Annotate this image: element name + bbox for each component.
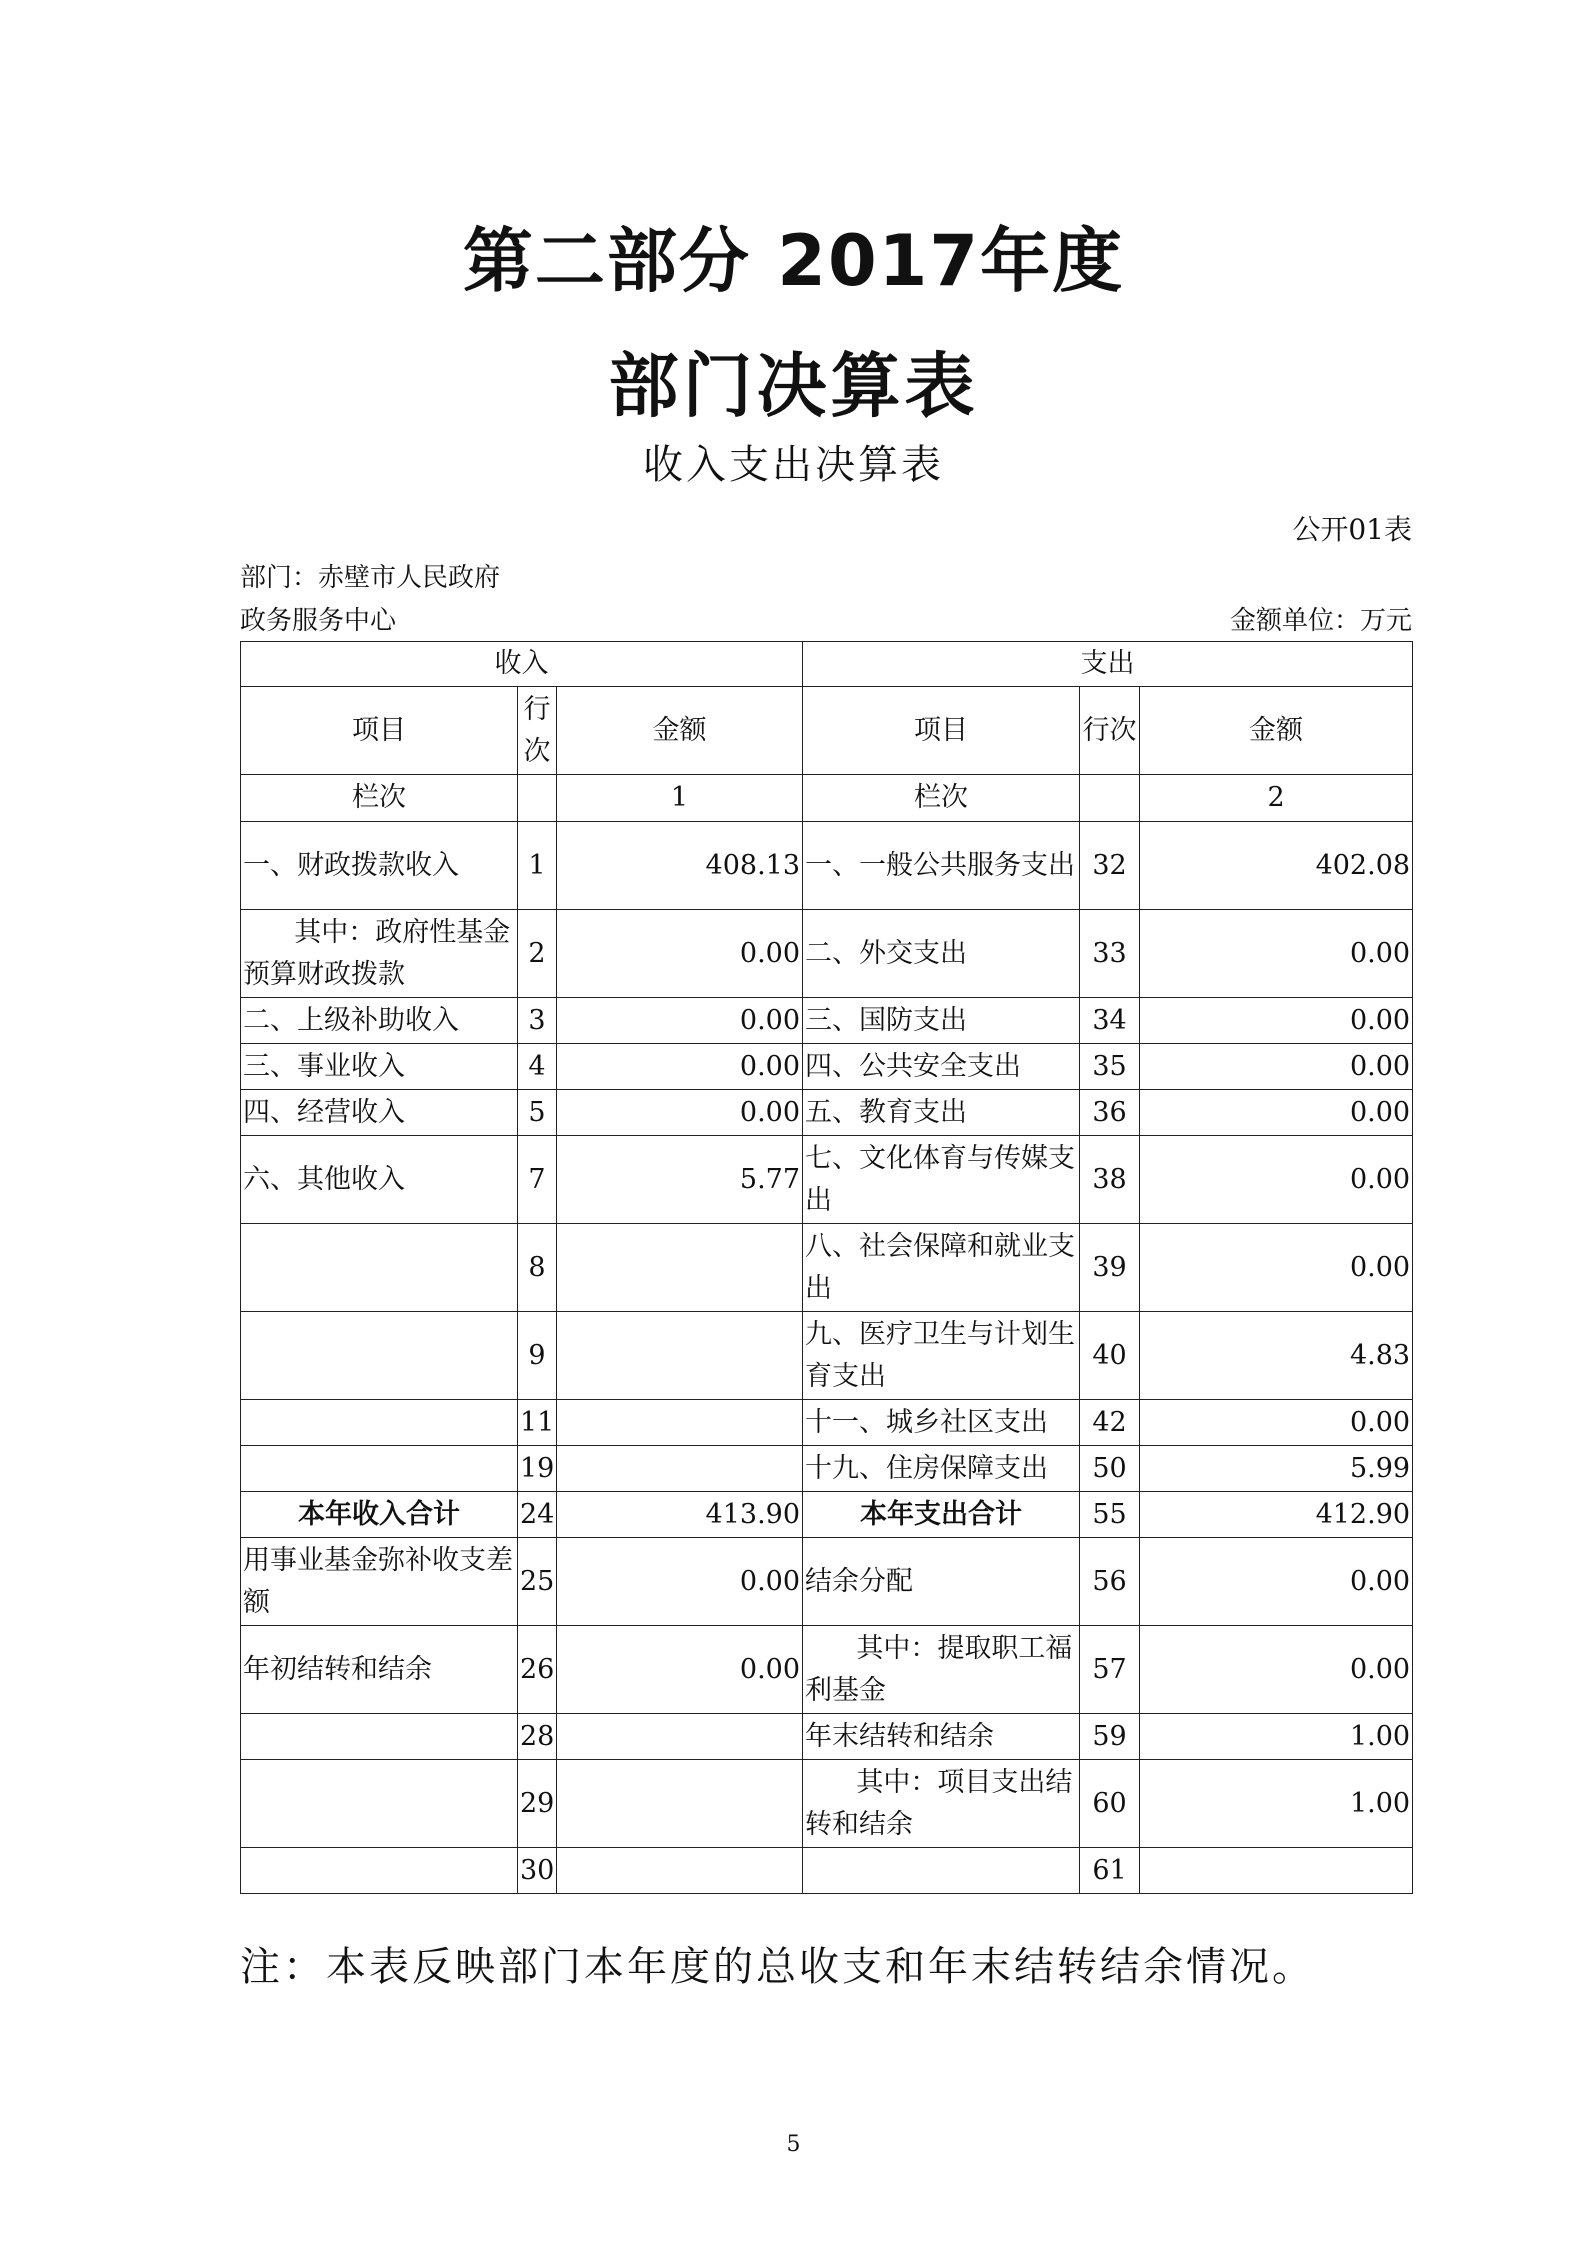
income-item-cell — [241, 1400, 518, 1446]
income-amount-cell: 413.90 — [557, 1492, 803, 1538]
empty-cell — [1080, 775, 1140, 822]
expense-item-cell: 结余分配 — [803, 1538, 1080, 1626]
income-item-cell: 其中：政府性基金预算财政拨款 — [241, 910, 518, 998]
table-row — [241, 1312, 1413, 1400]
income-line-no-cell: 24 — [518, 1492, 557, 1538]
expense-amount-cell: 0.00 — [1140, 1090, 1413, 1136]
expense-amount-cell: 4.83 — [1140, 1312, 1413, 1400]
income-item-cell: 用事业基金弥补收支差额 — [241, 1538, 518, 1626]
income-amount-header: 金额 — [557, 687, 803, 775]
table-row — [241, 1090, 1413, 1136]
empty-cell — [518, 775, 557, 822]
income-line-no-cell: 28 — [518, 1714, 557, 1760]
income-item-cell — [241, 1848, 518, 1894]
table-row — [241, 1446, 1413, 1492]
income-line-no-cell: 9 — [518, 1312, 557, 1400]
income-item-cell — [241, 1224, 518, 1312]
income-amount-cell — [557, 1312, 803, 1400]
income-item-cell: 二、上级补助收入 — [241, 998, 518, 1044]
income-amount-cell: 408.13 — [557, 822, 803, 910]
income-item-cell: 三、事业收入 — [241, 1044, 518, 1090]
expense-line-no-cell: 32 — [1080, 822, 1140, 910]
page-title: 第二部分 2017年度 — [462, 220, 1125, 302]
expense-header: 支出 — [803, 642, 1413, 687]
expense-item-cell: 十九、住房保障支出 — [803, 1446, 1080, 1492]
expense-line-no-cell: 33 — [1080, 910, 1140, 998]
income-amount-cell: 0.00 — [557, 1538, 803, 1626]
expense-amount-cell: 412.90 — [1140, 1492, 1413, 1538]
income-line-no-cell: 2 — [518, 910, 557, 998]
income-item-cell: 一、财政拨款收入 — [241, 822, 518, 910]
income-amount-cell: 0.00 — [557, 1090, 803, 1136]
expense-line-no-cell: 61 — [1080, 1848, 1140, 1894]
income-line-no-cell: 7 — [518, 1136, 557, 1224]
expense-line-no-cell: 60 — [1080, 1760, 1140, 1848]
income-item-cell: 四、经营收入 — [241, 1090, 518, 1136]
expense-amount-cell: 0.00 — [1140, 1136, 1413, 1224]
income-line-no-cell: 11 — [518, 1400, 557, 1446]
expense-col-number: 2 — [1140, 775, 1413, 822]
expense-amount-header: 金额 — [1140, 687, 1413, 775]
income-line-no-header: 行次 — [518, 687, 557, 775]
income-amount-cell: 0.00 — [557, 1626, 803, 1714]
income-amount-cell — [557, 1224, 803, 1312]
income-col-number: 1 — [557, 775, 803, 822]
income-item-cell: 六、其他收入 — [241, 1136, 518, 1224]
table-row — [241, 1136, 1413, 1224]
income-item-cell — [241, 1760, 518, 1848]
page-title-sub: 部门决算表 — [608, 345, 979, 427]
income-amount-cell — [557, 1760, 803, 1848]
income-amount-cell: 0.00 — [557, 998, 803, 1044]
expense-item-cell — [803, 1848, 1080, 1894]
income-amount-cell — [557, 1714, 803, 1760]
header-row-columns — [241, 687, 1413, 775]
expense-line-no-header: 行次 — [1080, 687, 1140, 775]
expense-item-cell: 一、一般公共服务支出 — [803, 822, 1080, 910]
expense-item-cell: 七、文化体育与传媒支出 — [803, 1136, 1080, 1224]
table-row — [241, 998, 1413, 1044]
expense-amount-cell: 0.00 — [1140, 1224, 1413, 1312]
table-row — [241, 1224, 1413, 1312]
expense-amount-cell — [1140, 1848, 1413, 1894]
income-expense-table — [240, 641, 1413, 1894]
expense-line-no-cell: 35 — [1080, 1044, 1140, 1090]
income-item-cell: 年初结转和结余 — [241, 1626, 518, 1714]
expense-line-no-cell: 55 — [1080, 1492, 1140, 1538]
expense-amount-cell: 0.00 — [1140, 1626, 1413, 1714]
expense-line-no-cell: 39 — [1080, 1224, 1140, 1312]
header-row-section — [241, 642, 1413, 687]
expense-amount-cell: 0.00 — [1140, 998, 1413, 1044]
table-row — [241, 1400, 1413, 1446]
income-amount-cell — [557, 1446, 803, 1492]
income-item-cell — [241, 1446, 518, 1492]
income-line-no-cell: 29 — [518, 1760, 557, 1848]
income-line-no-cell: 26 — [518, 1626, 557, 1714]
expense-line-no-cell: 50 — [1080, 1446, 1140, 1492]
expense-item-cell: 年末结转和结余 — [803, 1714, 1080, 1760]
expense-item-cell: 三、国防支出 — [803, 998, 1080, 1044]
table-row — [241, 1538, 1413, 1626]
expense-line-no-cell: 38 — [1080, 1136, 1140, 1224]
expense-amount-cell: 5.99 — [1140, 1446, 1413, 1492]
income-amount-cell — [557, 1848, 803, 1894]
table-row — [241, 1760, 1413, 1848]
expense-item-cell: 其中：项目支出结转和结余 — [803, 1760, 1080, 1848]
income-amount-cell: 0.00 — [557, 1044, 803, 1090]
expense-item-cell: 五、教育支出 — [803, 1090, 1080, 1136]
table-title: 收入支出决算表 — [643, 442, 944, 488]
expense-amount-cell: 1.00 — [1140, 1714, 1413, 1760]
expense-amount-cell: 1.00 — [1140, 1760, 1413, 1848]
table-row — [241, 1714, 1413, 1760]
income-header: 收入 — [241, 642, 803, 687]
income-item-cell — [241, 1714, 518, 1760]
income-line-no-cell: 30 — [518, 1848, 557, 1894]
expense-line-no-cell: 57 — [1080, 1626, 1140, 1714]
expense-col-label: 栏次 — [803, 775, 1080, 822]
expense-line-no-cell: 36 — [1080, 1090, 1140, 1136]
header-row-column-numbers — [241, 775, 1413, 822]
page-number: 5 — [786, 2132, 801, 2157]
income-item-cell — [241, 1312, 518, 1400]
income-line-no-cell: 19 — [518, 1446, 557, 1492]
income-amount-cell — [557, 1400, 803, 1446]
expense-amount-cell: 402.08 — [1140, 822, 1413, 910]
income-item-cell: 本年收入合计 — [241, 1492, 518, 1538]
expense-item-cell: 二、外交支出 — [803, 910, 1080, 998]
expense-item-cell: 九、医疗卫生与计划生育支出 — [803, 1312, 1080, 1400]
income-line-no-cell: 3 — [518, 998, 557, 1044]
expense-line-no-cell: 56 — [1080, 1538, 1140, 1626]
expense-amount-cell: 0.00 — [1140, 910, 1413, 998]
expense-item-cell: 四、公共安全支出 — [803, 1044, 1080, 1090]
income-amount-cell: 5.77 — [557, 1136, 803, 1224]
income-line-no-cell: 25 — [518, 1538, 557, 1626]
table-row — [241, 910, 1413, 998]
income-line-no-cell: 1 — [518, 822, 557, 910]
expense-amount-cell: 0.00 — [1140, 1400, 1413, 1446]
expense-amount-cell: 0.00 — [1140, 1538, 1413, 1626]
income-line-no-cell: 4 — [518, 1044, 557, 1090]
expense-line-no-cell: 42 — [1080, 1400, 1140, 1446]
table-row — [241, 822, 1413, 910]
expense-item-header: 项目 — [803, 687, 1080, 775]
expense-item-cell: 本年支出合计 — [803, 1492, 1080, 1538]
income-item-header: 项目 — [241, 687, 518, 775]
income-line-no-cell: 5 — [518, 1090, 557, 1136]
table-note: 注：本表反映部门本年度的总收支和年末结转结余情况。 — [240, 1944, 1315, 1990]
department-label: 部门：赤壁市人民政府 — [240, 563, 501, 593]
expense-item-cell: 其中：提取职工福利基金 — [803, 1626, 1080, 1714]
department-label-cont: 政务服务中心 — [240, 606, 397, 636]
table-row — [241, 1848, 1413, 1894]
income-col-label: 栏次 — [241, 775, 518, 822]
income-amount-cell: 0.00 — [557, 910, 803, 998]
expense-item-cell: 十一、城乡社区支出 — [803, 1400, 1080, 1446]
table-row — [241, 1492, 1413, 1538]
table-row — [241, 1626, 1413, 1714]
expense-item-cell: 八、社会保障和就业支出 — [803, 1224, 1080, 1312]
expense-line-no-cell: 34 — [1080, 998, 1140, 1044]
amount-unit: 金额单位：万元 — [1229, 606, 1412, 636]
expense-line-no-cell: 40 — [1080, 1312, 1140, 1400]
table-row — [241, 1044, 1413, 1090]
expense-amount-cell: 0.00 — [1140, 1044, 1413, 1090]
table-number: 公开01表 — [1292, 513, 1412, 546]
income-line-no-cell: 8 — [518, 1224, 557, 1312]
expense-line-no-cell: 59 — [1080, 1714, 1140, 1760]
